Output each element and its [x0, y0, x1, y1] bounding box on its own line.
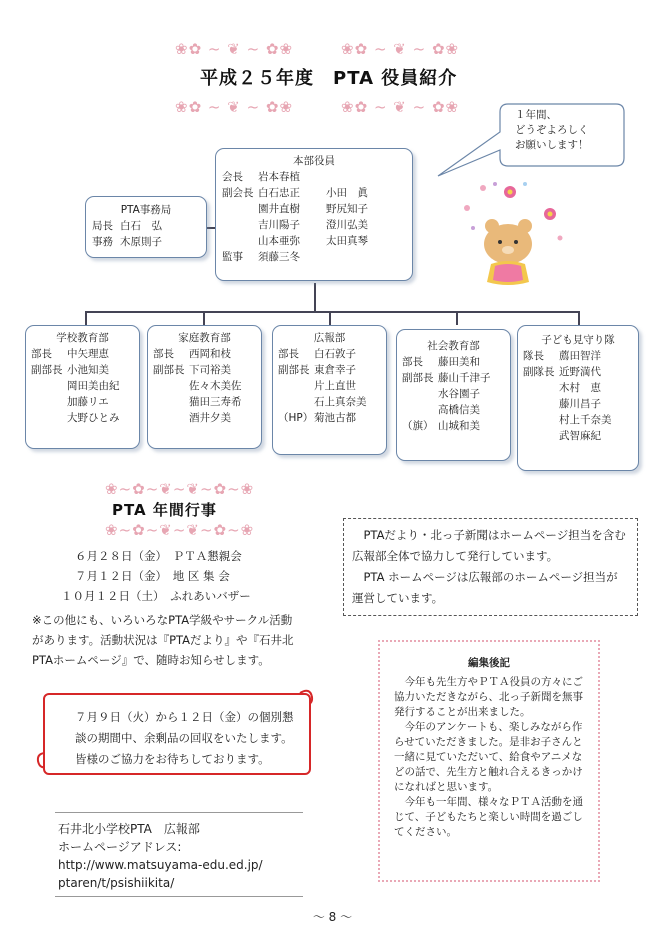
member-name: 加藤リエ	[67, 396, 109, 408]
notice-scroll	[43, 693, 311, 775]
role-label: 副隊長	[523, 366, 555, 378]
editor-postscript-box	[378, 640, 600, 882]
member-name: 高橋信美	[438, 404, 480, 416]
headquarters-heading: 本部役員	[293, 155, 335, 167]
page-title: 平成２５年度 PTA 役員紹介	[200, 68, 458, 89]
role-label	[222, 201, 258, 217]
publishing-note-paragraph: PTAだより・北っ子新聞はホームページ担当を含む広報部全体で協力して発行しています。	[352, 528, 626, 563]
department-heading: 家庭教育部	[178, 332, 231, 344]
event-item: ６月２８日（金） ＰＴＡ懇親会	[75, 549, 242, 563]
role-label: 副部長	[402, 372, 434, 384]
connector-drop	[578, 311, 580, 325]
role-label	[222, 217, 258, 233]
department-heading: 子ども見守り隊	[541, 334, 615, 346]
member-name: 澄川弘美	[326, 219, 368, 231]
department-box-public-relations	[272, 325, 387, 455]
annual-events-list	[61, 546, 251, 606]
department-box-home-education	[147, 325, 262, 449]
member-name: 小池知美	[67, 364, 109, 376]
member-name: 太田真琴	[326, 235, 368, 247]
footer-divider-top	[55, 812, 303, 813]
member-name: 東倉幸子	[314, 364, 356, 376]
department-heading: 社会教育部	[427, 340, 480, 352]
role-label: 局長	[92, 220, 113, 232]
homepage-url-line2[interactable]: ptaren/t/psishiikita/	[58, 876, 175, 890]
homepage-url-line1[interactable]: http://www.matsuyama-edu.ed.jp/	[58, 858, 263, 872]
role-label	[523, 412, 559, 428]
annual-events-note: ※この他にも、いろいろなPTA学級やサークル活動があります。活動状況は『PTAだより』や『石井北PTAホームページ』で、随時お知らせします。	[32, 613, 294, 667]
publishing-note-paragraph: PTA ホームページは広報部のホームページ担当が運営しています。	[352, 570, 618, 605]
footer-label: ホームページアドレス:	[58, 840, 182, 854]
member-name: 佐々木美佐	[189, 380, 242, 392]
member-name: 下司裕美	[189, 364, 231, 376]
member-name: 白石忠正	[258, 187, 300, 199]
editor-postscript-paragraph: 今年も先生方やＰＴＡ役員の方々にご協力いただきながら、北っ子新聞を無事発行することが出来ました。	[394, 676, 583, 718]
role-label: 会長	[222, 171, 243, 183]
department-heading: 学校教育部	[56, 332, 109, 344]
role-label	[402, 386, 438, 402]
member-name: 薦田智洋	[559, 350, 601, 362]
role-label	[153, 394, 189, 410]
member-name: 村上千奈美	[559, 414, 612, 426]
connector-office	[207, 227, 215, 229]
annual-events-title: PTA 年間行事	[112, 501, 217, 519]
member-name: 武智麻紀	[559, 430, 601, 442]
role-label: 部長	[402, 356, 423, 368]
member-name: 西岡和枝	[189, 348, 231, 360]
role-label	[31, 394, 67, 410]
role-label: 部長	[278, 348, 299, 360]
member-name: 片上直世	[314, 380, 356, 392]
footer-org: 石井北小学校PTA 広報部	[58, 822, 200, 836]
member-name: 藤田美和	[438, 356, 480, 368]
role-label: 副会長	[222, 187, 254, 199]
member-name: 中矢理恵	[67, 348, 109, 360]
role-label	[523, 428, 559, 444]
member-name: 吉川陽子	[258, 219, 300, 231]
notice-text: ７月９日（火）から１２日（金）の個別懇談の期間中、余剰品の回収をいたします。皆様のご協力をお待ちしております。	[75, 710, 294, 766]
title-ornament-top: ❀✿ ~ ❦ ~ ✿❀ ❀✿ ~ ❦ ~ ✿❀	[175, 40, 460, 58]
role-label: （HP）	[278, 412, 314, 424]
connector-drop	[329, 311, 331, 325]
role-label: 監事	[222, 251, 243, 263]
connector-drop	[456, 311, 458, 325]
events-ornament-top: ❀~✿~❦~❦~✿~❀	[105, 480, 255, 498]
member-name: 山本亜弥	[258, 235, 300, 247]
member-name: 水谷園子	[438, 388, 480, 400]
member-name: 藤川昌子	[559, 398, 601, 410]
role-label: 副部長	[278, 364, 310, 376]
office-heading: PTA事務局	[120, 204, 172, 216]
role-label	[222, 233, 258, 249]
role-label: 部長	[31, 348, 52, 360]
member-name: 藤山千津子	[438, 372, 491, 384]
role-label: （旗）	[402, 420, 434, 432]
publishing-note-box	[343, 518, 638, 616]
member-name: 菊池古都	[314, 412, 356, 424]
member-name: 白石敦子	[314, 348, 356, 360]
member-name: 木村 恵	[559, 382, 601, 394]
speech-bubble-text: １年間、 どうぞよろしく お願いします！	[515, 109, 589, 151]
role-label	[31, 378, 67, 394]
role-label: 部長	[153, 348, 174, 360]
role-label	[278, 378, 314, 394]
member-name: 野尻知子	[326, 203, 368, 215]
role-label	[153, 378, 189, 394]
role-label	[278, 394, 314, 410]
event-item: １０月１２日（土） ふれあいバザー	[61, 589, 251, 603]
role-label	[523, 396, 559, 412]
member-name: 白石 弘	[120, 220, 162, 232]
role-label: 事務	[92, 236, 113, 248]
department-box-child-watch	[517, 325, 639, 471]
member-name: 岩本春植	[258, 171, 300, 183]
headquarters-box	[215, 148, 413, 281]
department-box-social-education	[396, 329, 511, 461]
role-label: 副部長	[31, 364, 63, 376]
editor-postscript-title: 編集後記	[468, 657, 510, 669]
member-name: 岡田美由紀	[67, 380, 120, 392]
connector-vertical-main	[314, 283, 316, 311]
editor-postscript-paragraph: 今年のアンケートも、楽しみながら作らせていただきました。是非お子さんと一緒に見ていただいて、給食やアニメなどの話で、先生方と触れ合えるきっかけになればと思います。	[394, 721, 583, 793]
member-name: 山城和美	[438, 420, 480, 432]
role-label	[523, 380, 559, 396]
role-label	[153, 410, 189, 426]
bear-mascot-illustration	[455, 178, 575, 288]
connector-horizontal	[85, 311, 578, 313]
connector-drop	[203, 311, 205, 325]
events-ornament-bottom: ❀~✿~❦~❦~✿~❀	[105, 521, 255, 539]
editor-postscript-paragraph: 今年も一年間、様々なＰＴＡ活動を通じて、子どもたちと楽しい時間を過ごしてください。	[394, 796, 583, 838]
role-label: 隊長	[523, 350, 544, 362]
footer-divider-bottom	[55, 896, 303, 897]
event-item: ７月１２日（金） 地 区 集 会	[75, 569, 230, 583]
pta-office-box	[85, 196, 207, 258]
member-name: 須藤三冬	[258, 251, 300, 263]
member-name: 近野満代	[559, 366, 601, 378]
connector-drop	[85, 311, 87, 325]
member-name: 園井直樹	[258, 203, 300, 215]
role-label	[402, 402, 438, 418]
footer-info	[58, 820, 263, 892]
member-name: 猫田三寿希	[189, 396, 242, 408]
role-label	[31, 410, 67, 426]
member-name: 酒井夕美	[189, 412, 231, 424]
title-ornament-bottom: ❀✿ ~ ❦ ~ ✿❀ ❀✿ ~ ❦ ~ ✿❀	[175, 98, 460, 116]
member-name: 木原則子	[120, 236, 162, 248]
department-heading: 広報部	[313, 332, 346, 344]
member-name: 石上真奈美	[314, 396, 367, 408]
role-label: 副部長	[153, 364, 185, 376]
department-box-school-education	[25, 325, 140, 449]
page-number: ～ 8 ～	[312, 910, 353, 924]
member-name: 小田 眞	[326, 187, 368, 199]
member-name: 大野ひとみ	[67, 412, 120, 424]
